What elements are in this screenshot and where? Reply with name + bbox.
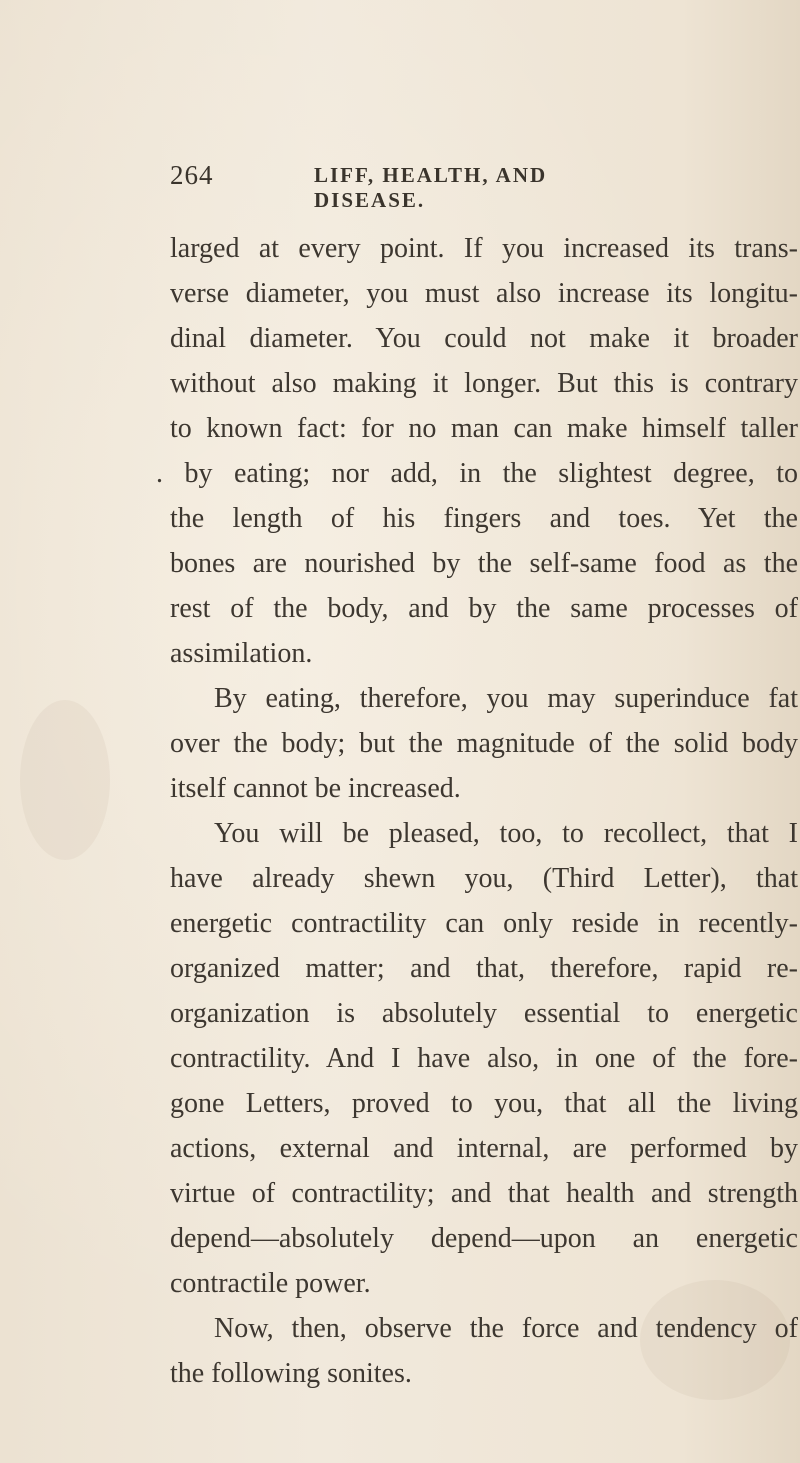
text-line: rest of the body, and by the same processes of bbox=[170, 593, 798, 624]
text-line: verse diameter, you must also increase its longitu- bbox=[170, 278, 798, 309]
text-line: . by eating; nor add, in the slightest degree, to bbox=[156, 458, 798, 489]
text-line: gone Letters, proved to you, that all the living bbox=[170, 1088, 798, 1119]
text-line: actions, external and internal, are performed by bbox=[170, 1133, 798, 1164]
text-line: larged at every point. If you increased its trans- bbox=[170, 233, 798, 264]
paper-stain bbox=[20, 700, 110, 860]
text-line: over the body; but the magnitude of the solid body bbox=[170, 728, 798, 759]
page-number: 264 bbox=[170, 160, 214, 190]
text-line: the following sonites. bbox=[170, 1358, 412, 1389]
text-line: have already shewn you, (Third Letter), that bbox=[170, 863, 798, 894]
paragraph-start: Now, then, observe the force and tendency of bbox=[214, 1313, 798, 1344]
text-line: to known fact: for no man can make himself taller bbox=[170, 413, 798, 444]
text-line: bones are nourished by the self-same food as the bbox=[170, 548, 798, 579]
text-line: assimilation. bbox=[170, 638, 313, 669]
paragraph-start: You will be pleased, too, to recollect, that I bbox=[214, 818, 798, 849]
text-line: energetic contractility can only reside in recently- bbox=[170, 908, 798, 939]
page-header bbox=[170, 160, 630, 212]
text-line: without also making it longer. But this is contrary bbox=[170, 368, 798, 399]
text-line: organized matter; and that, therefore, rapid re- bbox=[170, 953, 798, 984]
text-line: depend—absolutely depend—upon an energetic bbox=[170, 1223, 798, 1254]
paragraph-start: By eating, therefore, you may superinduce fat bbox=[214, 683, 798, 714]
text-line: contractile power. bbox=[170, 1268, 371, 1299]
text-line: virtue of contractility; and that health and strength bbox=[170, 1178, 798, 1209]
text-line: organization is absolutely essential to energetic bbox=[170, 998, 798, 1029]
text-line: contractility. And I have also, in one of the fore- bbox=[170, 1043, 798, 1074]
text-line: dinal diameter. You could not make it broader bbox=[170, 323, 798, 354]
running-head: LIFF, HEALTH, AND DISEASE. bbox=[314, 163, 548, 212]
text-line: itself cannot be increased. bbox=[170, 773, 461, 804]
text-line: the length of his fingers and toes. Yet the bbox=[170, 503, 798, 534]
